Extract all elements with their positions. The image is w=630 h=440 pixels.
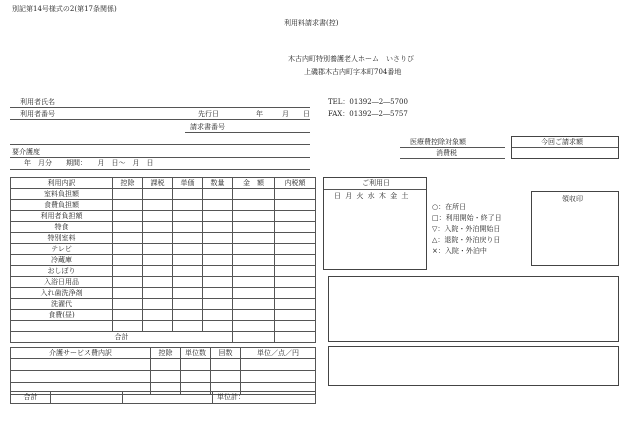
unit-total-label: 単位計： [213,392,316,404]
invoice-number-label: 請求書番号 [190,123,225,131]
legend-item: ▽：入院・外泊開始日 [432,225,501,233]
row-label: 食費負担額 [11,200,113,211]
notes-box [328,276,619,342]
column-header: 回数 [211,348,241,359]
facility-name: 木古内町特別養護老人ホーム いさりび [288,55,414,63]
table-row [11,189,316,200]
column-header: 課税 [143,178,173,189]
column-header: 単位数 [181,348,211,359]
legend-item: □：利用開始・終了日 [432,214,502,222]
row-label: 冷蔵庫 [11,255,113,266]
user-number-label: 利用者番号 [20,110,55,118]
row-label: テレビ [11,244,113,255]
year-label: 年 [256,110,263,118]
column-header: 金 額 [233,178,275,189]
divider [185,132,310,133]
total-row [11,332,316,343]
table-row [11,321,316,332]
table-row [11,277,316,288]
usage-table [10,177,316,343]
payee-label: 先行日 [198,110,219,118]
divider [10,107,310,108]
usage-calendar [323,177,427,270]
care-service-table [10,347,316,395]
column-header: 控除 [113,178,143,189]
calendar-weekdays: 日 月 火 水 木 金 土 [334,192,410,200]
form-reference: 別記第14号様式の2(第17条関係) [12,5,117,13]
divider [512,147,618,148]
row-label: 食費(昼) [11,310,113,321]
row-label: 利用者負担額 [11,211,113,222]
divider [10,119,310,120]
divider [400,158,505,159]
legend-item: ×：入院・外泊中 [432,247,487,255]
month-label: 月 [282,110,289,118]
notes-box [328,346,619,386]
column-header: 内税額 [275,178,316,189]
column-header: 利用内訳 [11,178,113,189]
divider [324,189,426,190]
table-row [11,200,316,211]
column-header: 控除 [151,348,181,359]
row-label: 入浴日用品 [11,277,113,288]
receipt-label: 領収印 [562,195,583,203]
row-label: 室料負担額 [11,189,113,200]
consumption-tax-label: 消費税 [436,149,457,157]
legend-item: ○：在所日 [432,203,467,211]
medical-deduction-label: 医療費控除対象額 [410,138,466,146]
table-row [11,371,316,383]
column-header: 介護サービス費内訳 [11,348,151,359]
column-header: 数量 [203,178,233,189]
footer-totals [10,391,316,404]
table-row [11,244,316,255]
row-label: おしぼり [11,266,113,277]
care-table-header [11,348,316,359]
table-row [11,359,316,371]
page-title: 利用料請求書(控) [284,19,339,27]
tel-number: TEL：01392―2―5700 [328,98,408,106]
table-row [11,299,316,310]
column-header: 単価 [173,178,203,189]
total-label: 合計 [11,332,233,343]
day-label: 日 [303,110,310,118]
billing-period: 年 月分 期間： 月 日～ 月 日 [24,159,154,167]
row-label: 洗濯代 [11,299,113,310]
table-row [11,266,316,277]
row-label: 特食 [11,222,113,233]
usage-table-header [11,178,316,189]
divider [400,147,505,148]
footer-total-label: 合計 [11,392,51,404]
row-label: 入れ歯洗浄剤 [11,288,113,299]
receipt-stamp-box [531,191,619,266]
footer-row [11,392,316,404]
current-invoice-label: 今回ご請求額 [541,138,583,146]
user-name-label: 利用者氏名 [20,98,55,106]
divider [10,144,310,145]
table-row [11,211,316,222]
table-row [11,233,316,244]
table-row [11,255,316,266]
column-header: 単位／点／円 [241,348,316,359]
care-level-label: 要介護度 [12,148,40,156]
divider [10,169,310,170]
table-row [11,310,316,321]
row-label: 特別室料 [11,233,113,244]
divider [10,157,310,158]
facility-address: 上磯郡木古内町字本町704番地 [304,68,402,76]
calendar-title: ご利用日 [362,179,390,187]
table-row [11,288,316,299]
fax-number: FAX：01392―2―5757 [328,110,408,118]
legend-item: △：退院・外泊戻り日 [432,236,501,244]
current-invoice-box [511,136,619,159]
table-row [11,222,316,233]
